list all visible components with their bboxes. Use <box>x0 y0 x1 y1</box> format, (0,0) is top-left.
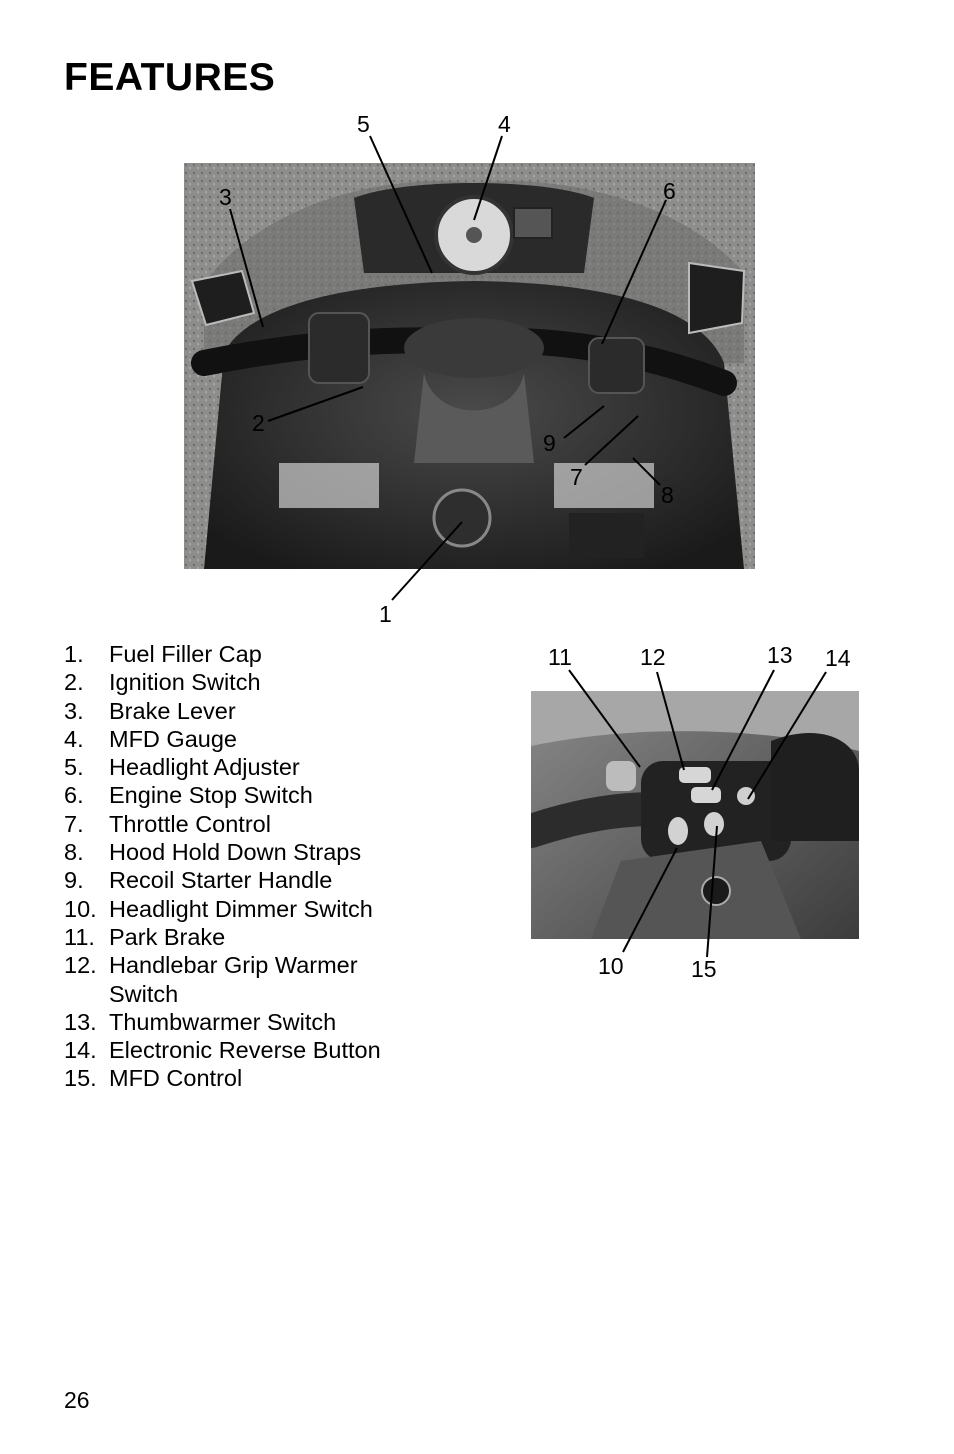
callout-6: 6 <box>663 178 676 204</box>
list-item <box>64 725 409 753</box>
list-item-number: 15. <box>64 1065 97 1092</box>
list-item-label: Brake Lever <box>109 697 236 724</box>
list-item-number: 3. <box>64 697 84 724</box>
list-item <box>64 753 409 781</box>
list-item-label: Hood Hold Down Straps <box>109 839 362 866</box>
list-item <box>64 781 409 809</box>
list-item <box>64 1036 409 1064</box>
list-item-label: MFD Gauge <box>109 725 237 752</box>
list-item <box>64 640 409 668</box>
callout-2: 2 <box>252 410 265 436</box>
list-item-label: Fuel Filler Cap <box>109 641 262 667</box>
list-item-number: 12. <box>64 952 97 979</box>
list-item-label: Electronic Reverse Button <box>109 1037 381 1064</box>
handlebar-controls-photo <box>531 691 859 939</box>
page-number: 26 <box>64 1387 90 1413</box>
list-item-label: Park Brake <box>109 923 226 950</box>
callout-4: 4 <box>498 111 511 137</box>
list-item <box>64 697 409 725</box>
list-item-number: 6. <box>64 782 84 809</box>
list-item-number: 9. <box>64 867 84 894</box>
list-item-number: 14. <box>64 1037 97 1064</box>
list-item <box>64 923 409 951</box>
list-item-label: Recoil Starter Handle <box>109 867 333 894</box>
list-item <box>64 1064 409 1092</box>
list-item <box>64 838 409 866</box>
callout-12: 12 <box>640 644 666 670</box>
list-item-number: 5. <box>64 754 84 781</box>
list-item-label: MFD Control <box>109 1065 243 1092</box>
list-item-label: Engine Stop Switch <box>109 782 313 809</box>
list-item <box>64 951 409 1008</box>
callout-9: 9 <box>543 430 556 456</box>
callout-11: 11 <box>548 644 572 670</box>
list-item <box>64 895 409 923</box>
callout-5: 5 <box>357 111 370 137</box>
list-item-number: 7. <box>64 810 84 837</box>
list-item <box>64 668 409 696</box>
callout-3: 3 <box>219 184 232 210</box>
list-item-label: Headlight Adjuster <box>109 754 300 781</box>
list-item-label: Throttle Control <box>109 810 271 837</box>
callout-13: 13 <box>767 642 793 668</box>
callout-10: 10 <box>598 953 624 979</box>
page-title: FEATURES <box>64 56 276 99</box>
callout-15: 15 <box>691 956 717 982</box>
list-item-number: 11. <box>64 923 95 950</box>
list-item-number: 1. <box>64 641 84 667</box>
callout-7: 7 <box>570 464 583 490</box>
callout-8: 8 <box>661 482 674 508</box>
list-item <box>64 810 409 838</box>
list-item-label: Headlight Dimmer Switch <box>109 895 373 922</box>
callout-14: 14 <box>825 645 851 671</box>
list-item-label: Ignition Switch <box>109 669 261 696</box>
snowmobile-cockpit-photo <box>184 163 755 569</box>
feature-list <box>64 640 409 1093</box>
list-item-number: 4. <box>64 725 84 752</box>
list-item <box>64 866 409 894</box>
list-item-number: 13. <box>64 1008 97 1035</box>
list-item-number: 8. <box>64 839 84 866</box>
list-item-number: 10. <box>64 895 97 922</box>
list-item-label: Handlebar Grip Warmer Switch <box>109 952 358 1007</box>
list-item-number: 2. <box>64 669 84 696</box>
list-item-label: Thumbwarmer Switch <box>109 1008 337 1035</box>
list-item <box>64 1008 409 1036</box>
callout-1: 1 <box>379 601 392 627</box>
